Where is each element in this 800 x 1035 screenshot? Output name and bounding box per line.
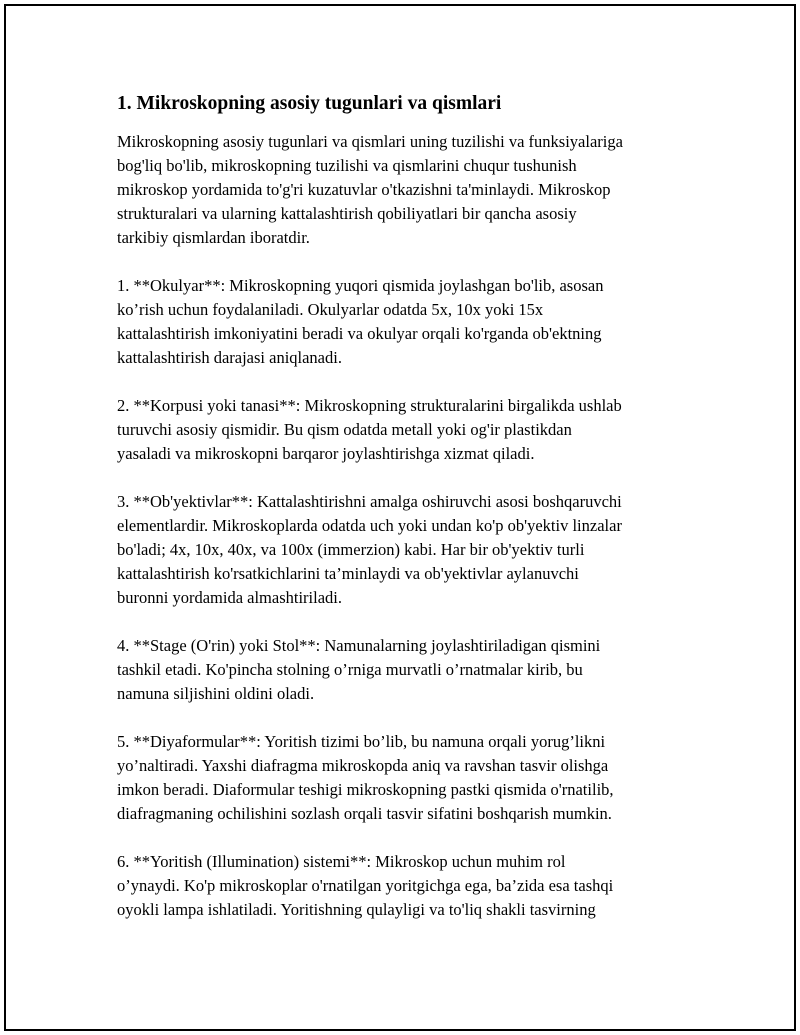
text-line: yasaladi va mikroskopni barqaror joylashtirishga xizmat qiladi. <box>117 444 535 463</box>
list-item-paragraph <box>117 394 697 466</box>
text-line: bog'liq bo'lib, mikroskopning tuzilishi va qismlarini chuqur tushunish <box>117 156 577 175</box>
text-line: kattalashtirish imkoniyatini beradi va okulyar orqali ko'rganda ob'ektning <box>117 324 602 343</box>
text-line: diafragmaning ochilishini sozlash orqali tasvir sifatini boshqarish mumkin. <box>117 804 612 823</box>
list-item-paragraph <box>117 274 697 370</box>
text-line: kattalashtirish ko'rsatkichlarini ta’minlaydi va ob'yektivlar aylanuvchi <box>117 564 579 583</box>
list-item-paragraph <box>117 490 697 610</box>
text-line: elementlardir. Mikroskoplarda odatda uch yoki undan ko'p ob'yektiv linzalar <box>117 516 622 535</box>
document-body <box>117 90 697 946</box>
text-line: turuvchi asosiy qismidir. Bu qism odatda metall yoki og'ir plastikdan <box>117 420 572 439</box>
text-line: kattalashtirish darajasi aniqlanadi. <box>117 348 342 367</box>
intro-paragraph <box>117 130 697 250</box>
text-line: o’ynaydi. Ko'p mikroskoplar o'rnatilgan yoritgichga ega, ba’zida esa tashqi <box>117 876 614 895</box>
text-line: tashkil etadi. Ko'pincha stolning o’rniga murvatli o’rnatmalar kirib, bu <box>117 660 583 679</box>
text-line: 3. **Ob'yektivlar**: Kattalashtirishni amalga oshiruvchi asosi boshqaruvchi <box>117 492 622 511</box>
text-line: 6. **Yoritish (Illumination) sistemi**: Mikroskop uchun muhim rol <box>117 852 566 871</box>
text-line: ko’rish uchun foydalaniladi. Okulyarlar odatda 5x, 10x yoki 15x <box>117 300 544 319</box>
text-line: mikroskop yordamida to'g'ri kuzatuvlar o'tkazishni ta'minlaydi. Mikroskop <box>117 180 611 199</box>
text-line: 5. **Diyaformular**: Yoritish tizimi bo’lib, bu namuna orqali yorug’likni <box>117 732 606 751</box>
text-line: strukturalari va ularning kattalashtirish qobiliyatlari bir qancha asosiy <box>117 204 577 223</box>
list-item-paragraph <box>117 634 697 706</box>
text-line: oyokli lampa ishlatiladi. Yoritishning qulayligi va to'liq shakli tasvirning <box>117 900 596 919</box>
text-line: bo'ladi; 4x, 10x, 40x, va 100x (immerzion) kabi. Har bir ob'yektiv turli <box>117 540 585 559</box>
text-line: 2. **Korpusi yoki tanasi**: Mikroskopning strukturalarini birgalikda ushlab <box>117 396 622 415</box>
text-line: Mikroskopning asosiy tugunlari va qismlari uning tuzilishi va funksiyalariga <box>117 132 623 151</box>
section-heading: 1. Mikroskopning asosiy tugunlari va qismlari <box>117 93 502 114</box>
text-line: yo’naltiradi. Yaxshi diafragma mikroskopda aniq va ravshan tasvir olishga <box>117 756 609 775</box>
text-line: namuna siljishini oldini oladi. <box>117 684 315 703</box>
list-item-paragraph <box>117 850 697 922</box>
text-line: imkon beradi. Diaformular teshigi mikroskopning pastki qismida o'rnatilib, <box>117 780 614 799</box>
text-line: buronni yordamida almashtiriladi. <box>117 588 342 607</box>
text-line: tarkibiy qismlardan iboratdir. <box>117 228 310 247</box>
paragraph-list <box>117 130 697 922</box>
text-line: 4. **Stage (O'rin) yoki Stol**: Namunalarning joylashtiriladigan qismini <box>117 636 601 655</box>
list-item-paragraph <box>117 730 697 826</box>
text-line: 1. **Okulyar**: Mikroskopning yuqori qismida joylashgan bo'lib, asosan <box>117 276 604 295</box>
